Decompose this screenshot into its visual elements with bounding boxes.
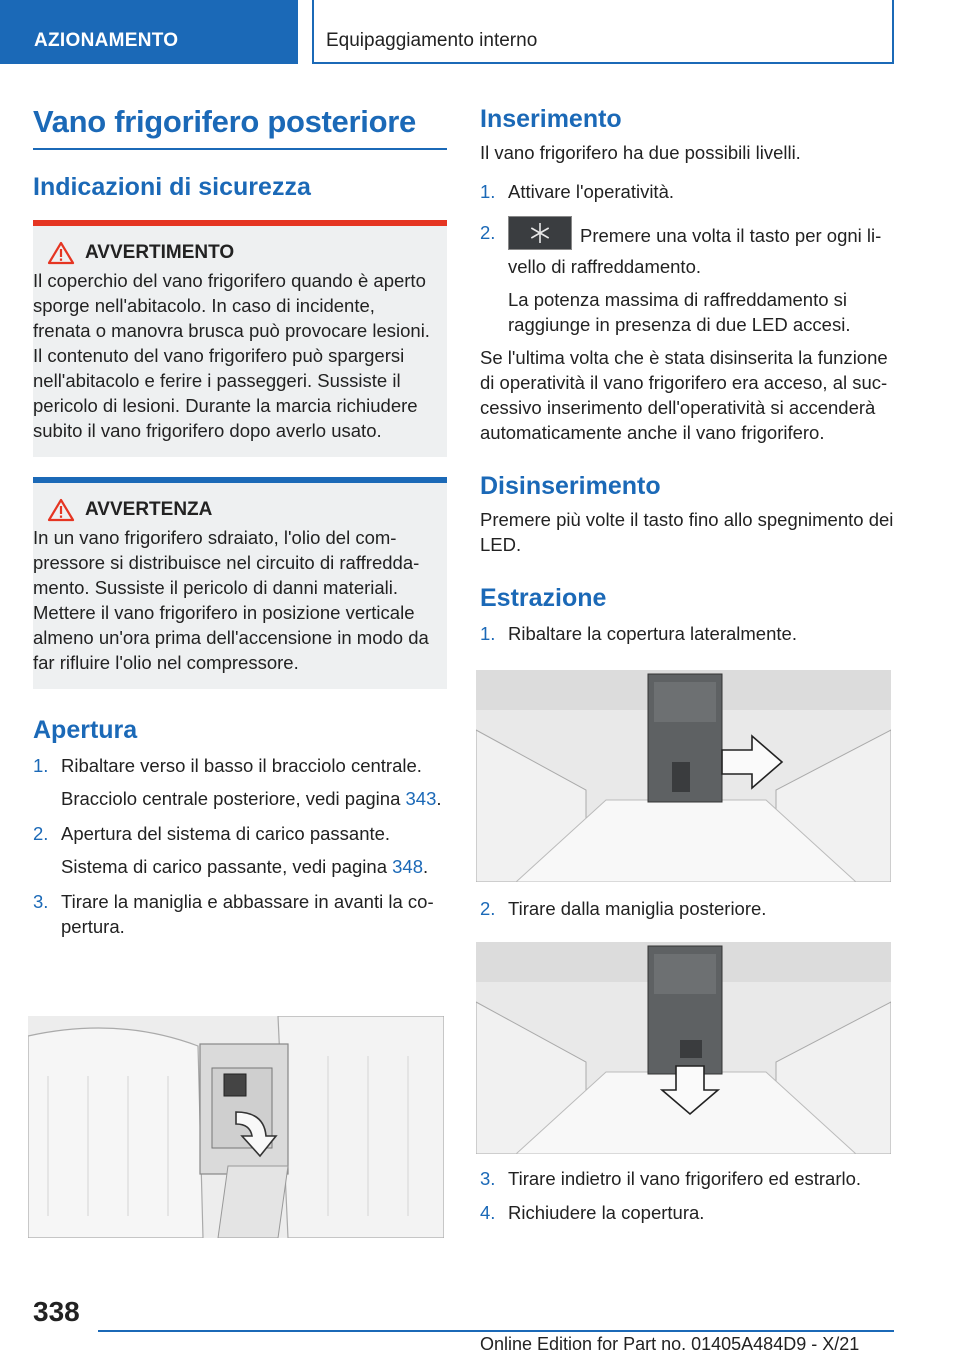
list-item: [480, 179, 896, 204]
insert-heading: Inserimento: [480, 105, 622, 133]
warning-box: [33, 220, 447, 457]
right-column: [480, 98, 896, 646]
safety-heading: Indicazioni di sicurezza: [33, 173, 311, 201]
step-note: La potenza massima di raffreddamento si raggiunge in presenza di due LED accesi.: [508, 289, 851, 335]
step-number: 2.: [480, 222, 496, 243]
fridge-side-illustration: [476, 670, 891, 882]
step-text: Apertura del sistema di carico passante.: [61, 823, 391, 844]
reference-text: Sistema di carico passante, vedi pagina: [61, 856, 393, 877]
step-text: Attivare l'operatività.: [508, 181, 674, 202]
step-text: Tirare dalla maniglia posteriore.: [508, 898, 767, 919]
notice-text: In un vano frigorifero sdraiato, l'olio del compressore si distribuisce nel circuito di raffreddamento. Sussiste il pericolo di danni materiali. Mettere il vano frigorifero in posizione verticale almeno un'ora prima dell'accensione in modo da far rifluire l'olio nel compressore.: [33, 527, 429, 673]
page-link-348[interactable]: 348: [392, 856, 424, 877]
notice-box: [33, 477, 447, 689]
notice-title: AVVERTENZA: [85, 499, 213, 520]
step-reference: [33, 854, 447, 879]
page-number: 338: [33, 1296, 80, 1327]
step-text: Ribaltare verso il basso il bracciolo centrale.: [61, 755, 422, 776]
fridge-side-drawing: [476, 670, 891, 882]
armrest-drawing: [28, 1016, 444, 1238]
off-heading: Disinserimento: [480, 472, 661, 500]
step-number: 1.: [480, 623, 496, 644]
warning-triangle-icon: [47, 498, 75, 522]
remove-heading: Estrazione: [480, 584, 607, 612]
warning-title-row: [33, 240, 437, 266]
edition-label: Online Edition for Part no. 01405A484D9 - X/21: [480, 1334, 860, 1354]
step-number: 1.: [480, 181, 496, 202]
step-number: 3.: [33, 891, 49, 912]
section-label: AZIONAMENTO: [34, 30, 179, 51]
off-text: Premere più volte il tasto fino allo spegnimento dei LED.: [480, 509, 894, 555]
step-number: 2.: [33, 823, 49, 844]
list-item: [480, 621, 896, 646]
reference-text: Bracciolo centrale posteriore, vedi pagina: [61, 788, 406, 809]
reference-suffix: .: [423, 856, 429, 877]
notice-title-row: [33, 497, 437, 523]
opening-heading: Apertura: [33, 716, 138, 744]
step-text: Richiudere la copertura.: [508, 1202, 705, 1223]
reference-suffix: .: [436, 788, 442, 809]
warning-title: AVVERTIMENTO: [85, 242, 235, 263]
step-text: Tirare la maniglia e abbassare in avanti la copertura.: [61, 891, 434, 937]
chapter-label: Equipaggiamento interno: [326, 30, 538, 51]
step-text: Premere una volta il tasto per ogni livello di raffreddamento.: [508, 224, 882, 277]
armrest-illustration: [28, 1016, 444, 1238]
list-item: [33, 753, 447, 778]
list-item: [480, 1200, 896, 1225]
page-link-343[interactable]: 343: [405, 788, 437, 809]
list-item: [480, 896, 896, 921]
list-item: [480, 1166, 896, 1191]
list-item: [480, 220, 896, 279]
fridge-rear-drawing: [476, 942, 891, 1154]
chapter-header: [312, 0, 894, 64]
list-item: [33, 821, 447, 846]
insert-intro: Il vano frigorifero ha due possibili livelli.: [480, 142, 801, 163]
warning-triangle-icon: [47, 241, 75, 265]
step-number: 4.: [480, 1202, 496, 1223]
footer-divider: [98, 1330, 894, 1332]
insert-note: Se l'ultima volta che è stata disinserita la funzione di operatività il vano frigorifero era acceso, al successivo inserimento dell'operatività si accenderà automaticamente anche il vano frigorifero.: [480, 347, 888, 443]
step-body: [508, 220, 896, 279]
fridge-rear-illustration: [476, 942, 891, 1154]
left-column: [33, 98, 447, 939]
warning-text: Il coperchio del vano frigorifero quando è aperto sporge nell'abitacolo. In caso di incidente, frenata o manovra brusca può provocare lesioni. Il contenuto del vano frigorifero può spargersi nell'abitacolo e ferire i passeggeri. Sussiste il pericolo di lesioni. Durante la marcia richiudere subito il vano frigorifero dopo averlo usato.: [33, 270, 430, 441]
step-number: 1.: [33, 755, 49, 776]
snowflake-key-icon: [508, 216, 572, 250]
step-text: Tirare indietro il vano frigorifero ed estrarlo.: [508, 1168, 862, 1189]
step-number: 2.: [480, 898, 496, 919]
step-number: 3.: [480, 1168, 496, 1189]
page-title: Vano frigorifero posteriore: [33, 102, 447, 150]
section-tab: [0, 0, 298, 64]
list-item: [33, 889, 447, 939]
step-reference: [33, 786, 447, 811]
step-text: Ribaltare la copertura lateralmente.: [508, 623, 797, 644]
